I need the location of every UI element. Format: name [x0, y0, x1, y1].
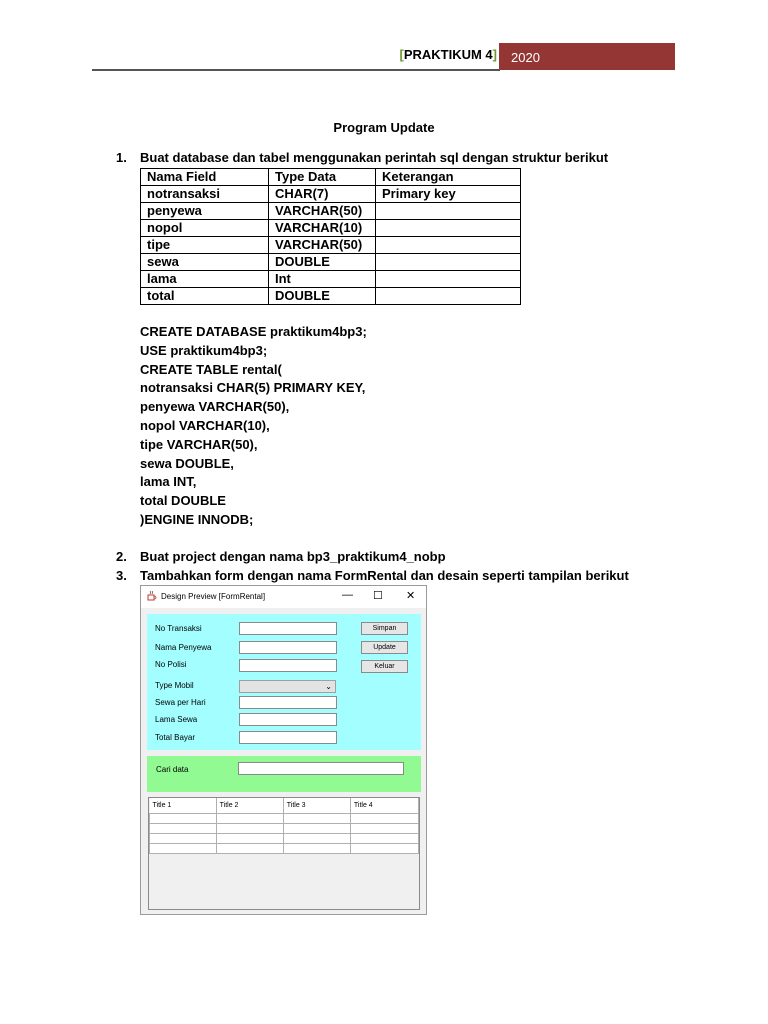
table-header: Keterangan	[376, 169, 521, 186]
code-line: notransaksi CHAR(5) PRIMARY KEY,	[140, 380, 366, 396]
code-line: USE praktikum4bp3;	[140, 342, 268, 358]
table-header: Nama Field	[141, 169, 269, 186]
table-row	[141, 271, 521, 288]
grid-cell[interactable]	[283, 824, 350, 834]
table-row[interactable]	[150, 844, 419, 854]
grid-cell[interactable]	[283, 814, 350, 824]
grid-cell[interactable]	[150, 824, 217, 834]
table-cell: VARCHAR(50)	[269, 203, 376, 220]
table-cell: Int	[269, 271, 376, 288]
table-row	[141, 203, 521, 220]
label-no-transaksi: No Transaksi	[155, 624, 202, 633]
grid-cell[interactable]	[350, 814, 418, 824]
label-total-bayar: Total Bayar	[155, 733, 196, 742]
window-titlebar	[141, 586, 426, 608]
maximize-button[interactable]: ☐	[373, 590, 383, 602]
simpan-button[interactable]: Simpan	[361, 622, 408, 635]
label-type-mobil: Type Mobil	[155, 681, 194, 690]
table-cell: VARCHAR(50)	[269, 237, 376, 254]
table-cell	[376, 203, 521, 220]
field-table	[140, 168, 521, 305]
step-number: 2.	[116, 549, 127, 564]
table-row[interactable]	[150, 834, 419, 844]
grid-cell[interactable]	[150, 844, 217, 854]
table-cell: DOUBLE	[269, 288, 376, 305]
table-cell: notransaksi	[141, 186, 269, 203]
step-text: Tambahkan form dengan nama FormRental dan desain seperti tampilan berikut	[140, 568, 629, 583]
grid-cell[interactable]	[216, 814, 283, 824]
table-cell: DOUBLE	[269, 254, 376, 271]
no-polisi-field[interactable]	[239, 659, 337, 672]
code-line: tipe VARCHAR(50),	[140, 436, 258, 452]
table-cell: lama	[141, 271, 269, 288]
header-rule	[92, 69, 500, 71]
grid-cell[interactable]	[350, 844, 418, 854]
keluar-button[interactable]: Keluar	[361, 660, 408, 673]
grid-header[interactable]: Title 1	[150, 798, 217, 814]
cari-data-field[interactable]	[238, 762, 404, 775]
table-row	[141, 237, 521, 254]
table-row	[141, 288, 521, 305]
header-label	[94, 47, 497, 62]
code-line: penyewa VARCHAR(50),	[140, 399, 290, 415]
nama-penyewa-field[interactable]	[239, 641, 337, 654]
table-cell: nopol	[141, 220, 269, 237]
table-row	[141, 254, 521, 271]
table-cell: penyewa	[141, 203, 269, 220]
data-table[interactable]	[148, 797, 420, 910]
header-year: 2020	[511, 50, 540, 65]
table-row[interactable]	[150, 824, 419, 834]
grid-header[interactable]: Title 2	[216, 798, 283, 814]
step-text: Buat database dan tabel menggunakan perintah sql dengan struktur berikut	[140, 150, 609, 165]
table-cell	[376, 254, 521, 271]
label-no-polisi: No Polisi	[155, 660, 187, 669]
data-grid	[149, 798, 419, 854]
table-cell: Primary key	[376, 186, 521, 203]
close-button[interactable]: ✕	[406, 590, 416, 602]
table-header-row	[141, 169, 521, 186]
bracket-close: ]	[492, 47, 497, 62]
label-nama-penyewa: Nama Penyewa	[155, 643, 212, 652]
code-line: sewa DOUBLE,	[140, 455, 234, 471]
minimize-button[interactable]: —	[342, 589, 353, 601]
update-button[interactable]: Update	[361, 641, 408, 654]
type-mobil-select[interactable]	[239, 680, 336, 693]
step-text: Buat project dengan nama bp3_praktikum4_nobp	[140, 549, 446, 564]
page-title: Program Update	[333, 120, 435, 135]
code-line: CREATE DATABASE praktikum4bp3;	[140, 324, 367, 339]
code-line: lama INT,	[140, 474, 197, 490]
grid-header-row	[150, 798, 419, 814]
step-number: 3.	[116, 568, 127, 583]
table-cell: CHAR(7)	[269, 186, 376, 203]
table-cell	[376, 288, 521, 305]
chevron-down-icon: ⌄	[325, 682, 332, 691]
praktikum-label: PRAKTIKUM 4	[403, 47, 493, 62]
label-lama-sewa: Lama Sewa	[155, 715, 198, 724]
grid-cell[interactable]	[216, 834, 283, 844]
table-cell	[376, 271, 521, 288]
grid-cell[interactable]	[350, 824, 418, 834]
grid-header[interactable]: Title 3	[283, 798, 350, 814]
input-panel	[147, 614, 421, 750]
grid-cell[interactable]	[283, 834, 350, 844]
header-year-box	[499, 43, 675, 70]
no-transaksi-field[interactable]	[239, 622, 337, 635]
sewa-per-hari-field[interactable]	[239, 696, 337, 709]
grid-cell[interactable]	[150, 814, 217, 824]
table-cell	[376, 220, 521, 237]
total-bayar-field[interactable]	[239, 731, 337, 744]
table-row	[141, 186, 521, 203]
table-header: Type Data	[269, 169, 376, 186]
table-cell: tipe	[141, 237, 269, 254]
grid-cell[interactable]	[216, 844, 283, 854]
table-row[interactable]	[150, 814, 419, 824]
table-cell	[376, 237, 521, 254]
sql-code-block	[140, 323, 367, 530]
table-cell: sewa	[141, 254, 269, 271]
table-cell: total	[141, 288, 269, 305]
window-title: Design Preview [FormRental]	[161, 592, 266, 601]
form-rental-window	[140, 585, 427, 915]
lama-sewa-field[interactable]	[239, 713, 337, 726]
step-number: 1.	[116, 150, 127, 165]
grid-cell[interactable]	[350, 834, 418, 844]
grid-header[interactable]: Title 4	[350, 798, 418, 814]
grid-cell[interactable]	[283, 844, 350, 854]
label-sewa-per-hari: Sewa per Hari	[155, 698, 206, 707]
bracket-open: [	[399, 47, 404, 62]
table-cell: VARCHAR(10)	[269, 220, 376, 237]
code-line: )ENGINE INNODB;	[140, 511, 254, 527]
table-row	[141, 220, 521, 237]
search-panel	[147, 756, 421, 792]
label-cari-data: Cari data	[156, 765, 189, 774]
code-line: CREATE TABLE rental(	[140, 361, 282, 377]
code-line: nopol VARCHAR(10),	[140, 417, 270, 433]
grid-cell[interactable]	[216, 824, 283, 834]
grid-cell[interactable]	[150, 834, 217, 844]
code-line: total DOUBLE	[140, 493, 226, 509]
java-app-icon	[147, 591, 157, 601]
